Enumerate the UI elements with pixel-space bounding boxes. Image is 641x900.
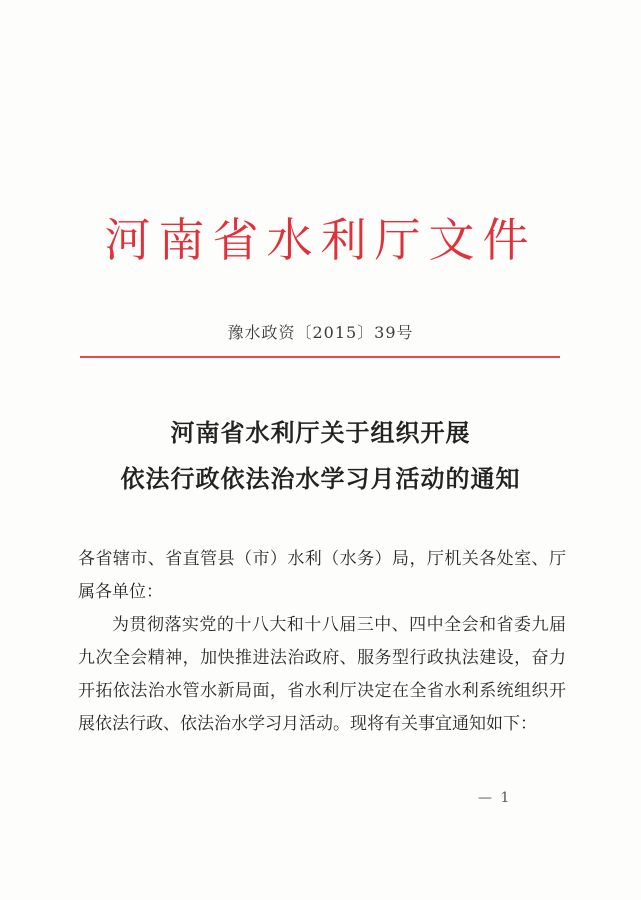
notice-title-line-1: 河南省水利厅关于组织开展 — [170, 419, 471, 447]
red-divider-line — [80, 356, 560, 358]
page-number: — 1 — [478, 790, 512, 806]
notice-title-line-2: 依法行政依法治水学习月活动的通知 — [120, 465, 521, 493]
body-paragraph: 为贯彻落实党的十八大和十八届三中、四中全会和省委九届九次全会精神，加快推进法治政府、服务型行政执法建设，奋力开拓依法治水管水新局面，省水利厅决定在全省水利系统组织开展依法行政、依法治水学习月活动。现将有关事宜通知如下： — [78, 615, 566, 734]
addressee-text: 各省辖市、省直管县（市）水利（水务）局，厅机关各处室、厅属各单位： — [78, 549, 566, 602]
document-number: 豫水政资〔2015〕39号 — [227, 323, 414, 342]
issuing-authority-header: 河南省水利厅文件 — [104, 213, 537, 267]
